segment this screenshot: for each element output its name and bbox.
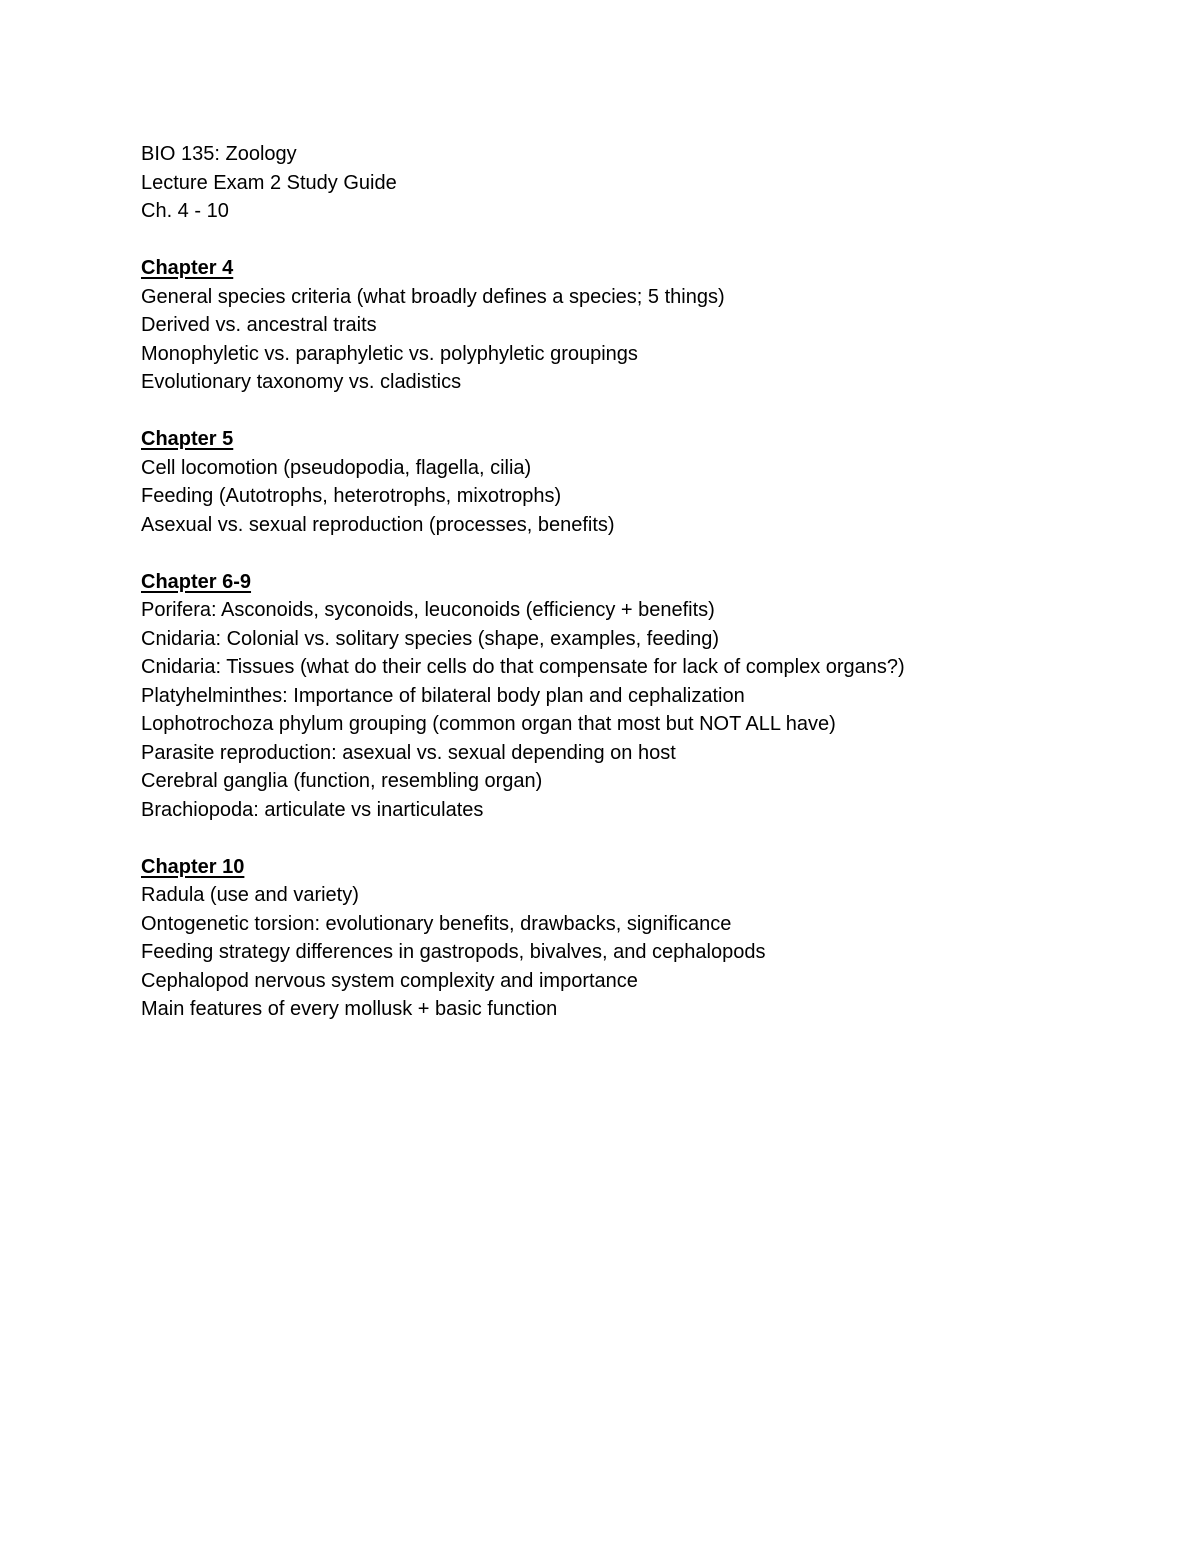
list-item: Porifera: Asconoids, syconoids, leuconoids (efficiency + benefits) (141, 599, 715, 621)
spacer (141, 397, 1101, 426)
list-item: Parasite reproduction: asexual vs. sexual depending on host (141, 741, 676, 764)
list-item: Platyhelminthes: Importance of bilateral body plan and cephalization (141, 684, 745, 707)
list-item: Cell locomotion (pseudopodia, flagella, cilia) (141, 456, 532, 479)
list-item: Cnidaria: Colonial vs. solitary species (shape, examples, feeding) (141, 627, 720, 650)
list-item: Monophyletic vs. paraphyletic vs. polyphyletic groupings (141, 342, 638, 365)
course-title: BIO 135: Zoology (141, 143, 297, 165)
list-item: General species criteria (what broadly defines a species; 5 things) (141, 285, 725, 308)
section-heading: Chapter 10 (141, 855, 245, 878)
list-item: Evolutionary taxonomy vs. cladistics (141, 371, 462, 393)
section-chapter-5 (141, 425, 1101, 539)
document-title: Lecture Exam 2 Study Guide (141, 171, 397, 194)
list-item: Radula (use and variety) (141, 884, 359, 906)
list-item: Main features of every mollusk + basic function (141, 998, 558, 1020)
list-item: Brachiopoda: articulate vs inarticulates (141, 798, 484, 821)
chapter-range: Ch. 4 - 10 (141, 200, 229, 222)
list-item: Derived vs. ancestral traits (141, 314, 377, 336)
list-item: Feeding strategy differences in gastropods, bivalves, and cephalopods (141, 941, 766, 963)
list-item: Lophotrochoza phylum grouping (common organ that most but NOT ALL have) (141, 713, 836, 735)
spacer (141, 226, 1101, 255)
list-item: Cnidaria: Tissues (what do their cells do that compensate for lack of complex organs?) (141, 656, 905, 678)
spacer (141, 539, 1101, 568)
section-chapter-4 (141, 254, 1101, 397)
list-item: Cerebral ganglia (function, resembling organ) (141, 770, 543, 792)
list-item: Ontogenetic torsion: evolutionary benefits, drawbacks, significance (141, 912, 732, 935)
list-item: Feeding (Autotrophs, heterotrophs, mixotrophs) (141, 485, 562, 507)
list-item: Asexual vs. sexual reproduction (processes, benefits) (141, 513, 615, 536)
section-chapter-6-9 (141, 568, 1101, 825)
section-heading: Chapter 6-9 (141, 570, 252, 593)
document-header (141, 140, 1101, 226)
section-chapter-10 (141, 853, 1101, 1024)
section-heading: Chapter 4 (141, 257, 234, 279)
spacer (141, 824, 1101, 853)
document-body (141, 140, 1101, 1024)
list-item: Cephalopod nervous system complexity and importance (141, 969, 638, 992)
section-heading: Chapter 5 (141, 428, 234, 450)
